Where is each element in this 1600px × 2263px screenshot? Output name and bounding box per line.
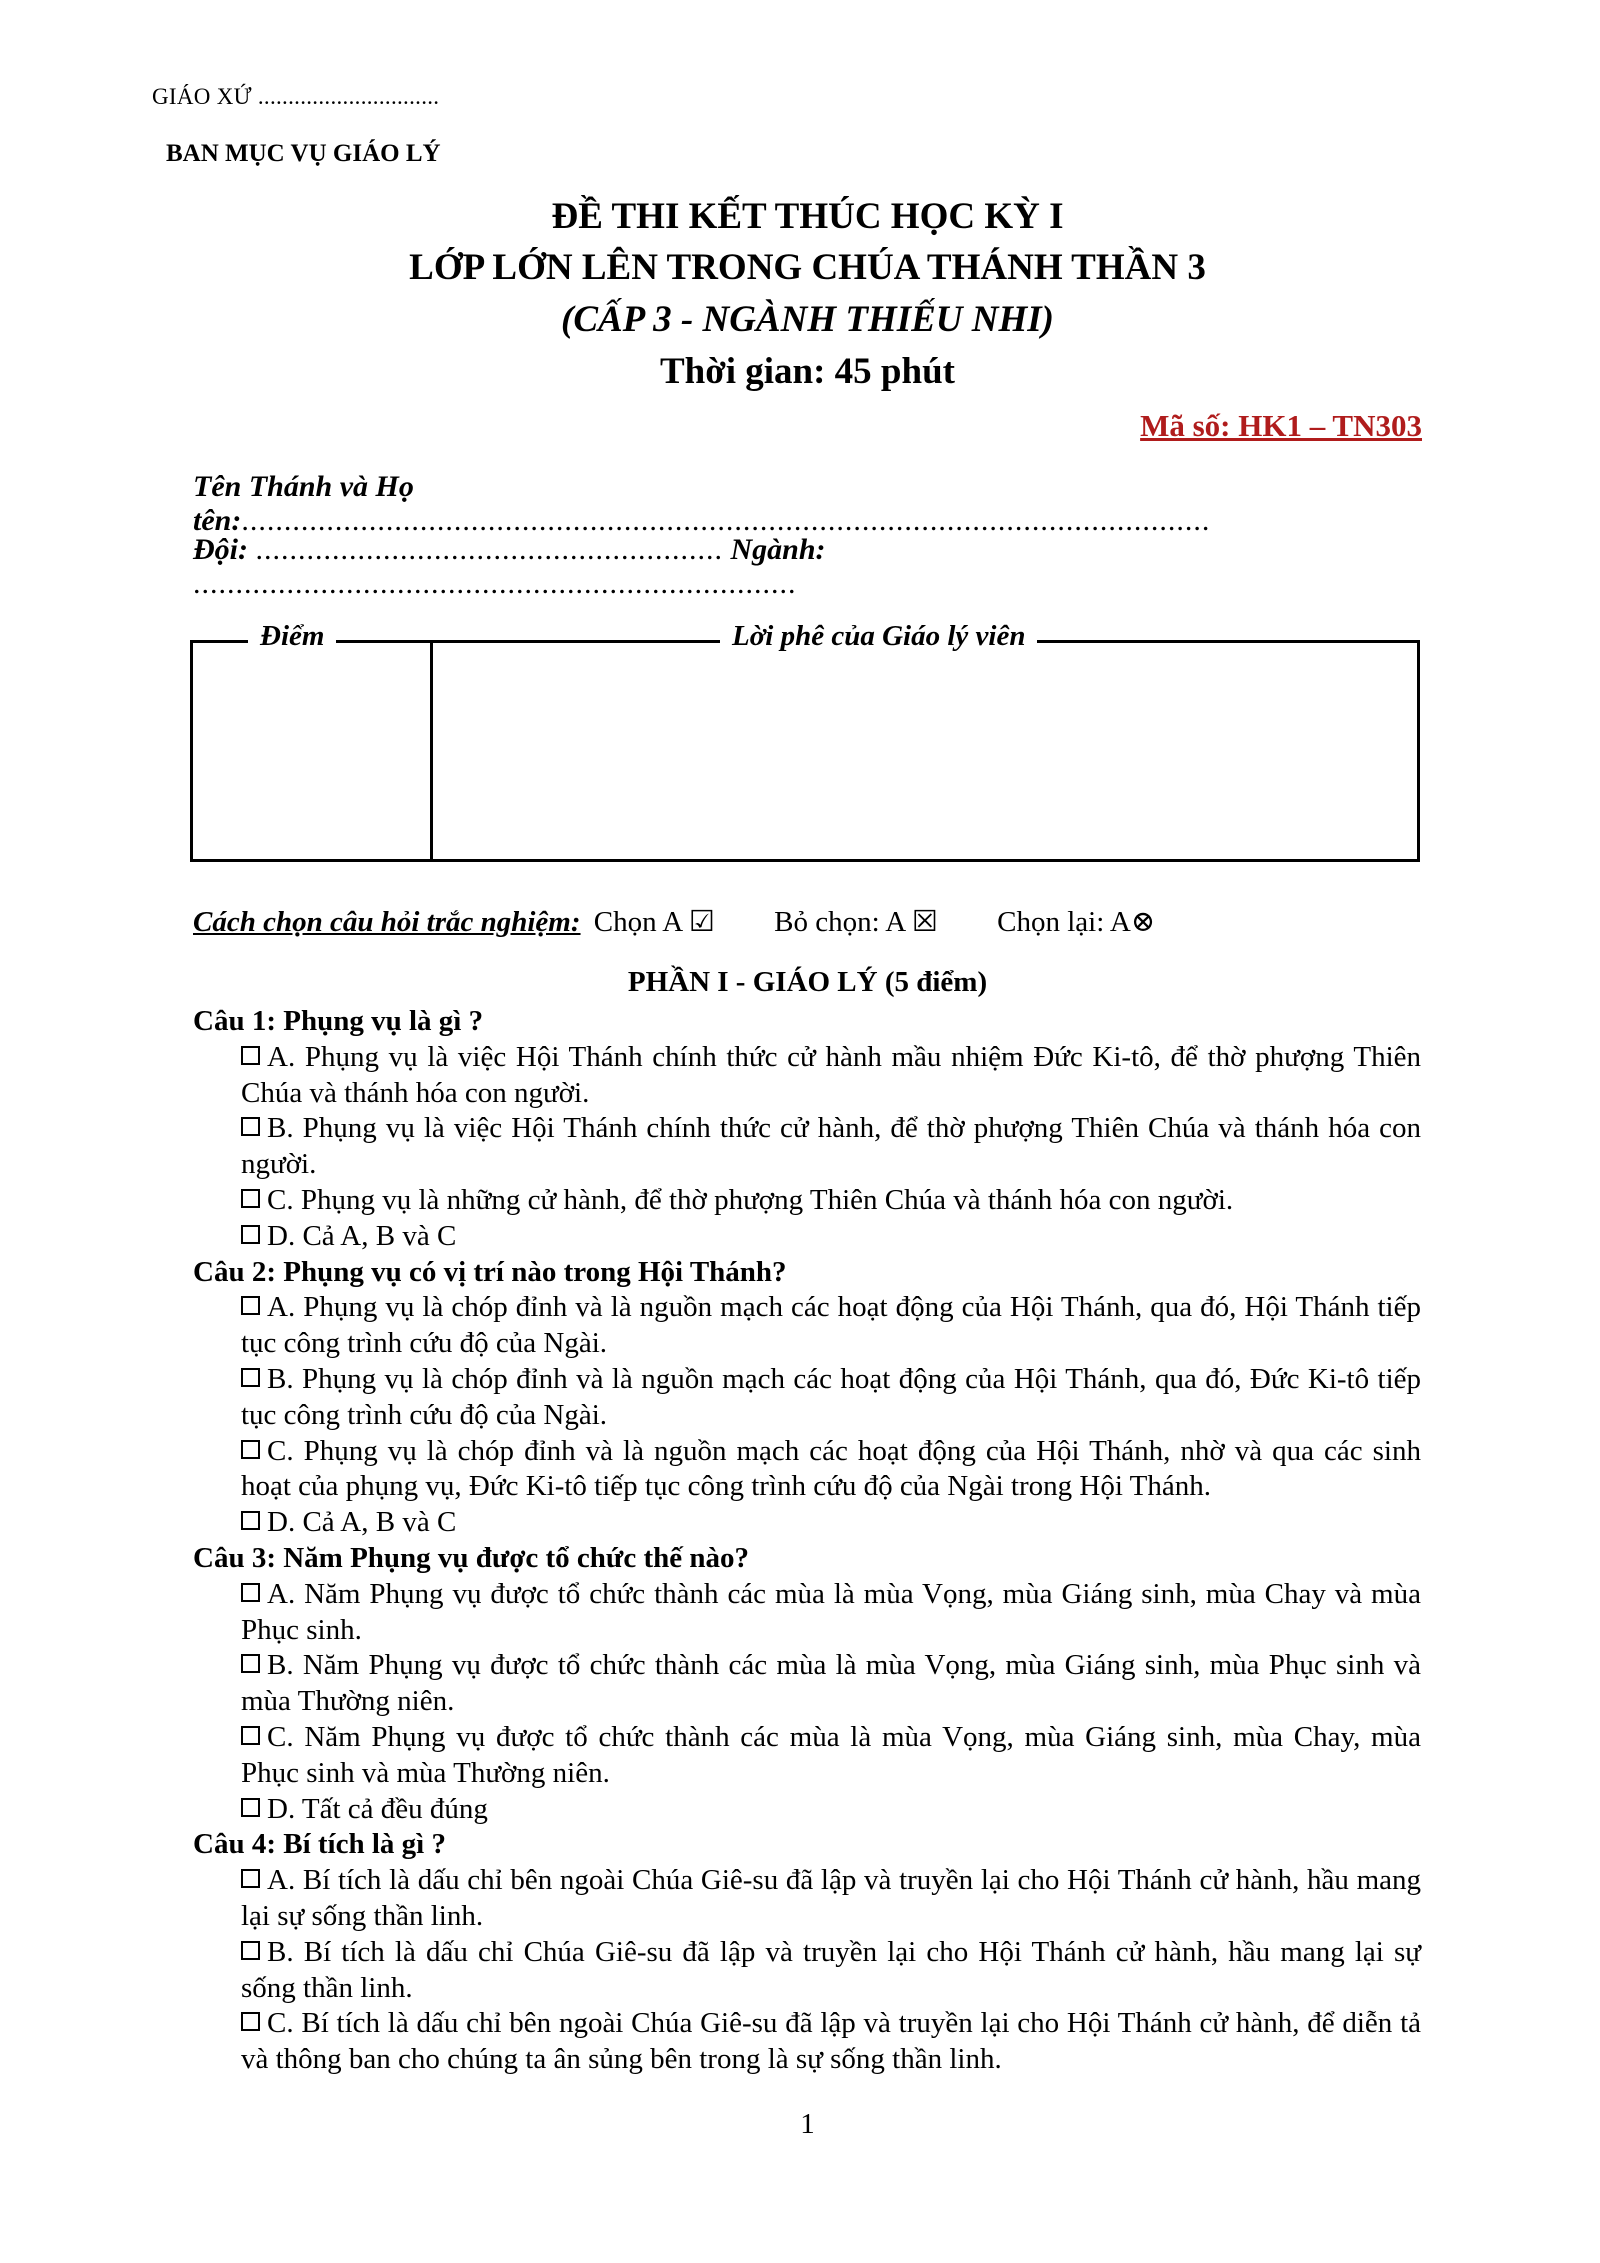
checkbox-icon[interactable] — [241, 1798, 260, 1817]
team-label: Đội: — [193, 533, 248, 566]
checkbox-icon[interactable] — [241, 1368, 260, 1387]
checkbox-icon[interactable] — [241, 1583, 260, 1602]
answer-instructions — [193, 904, 1155, 939]
option-3a[interactable]: A. Năm Phụng vụ được tổ chức thành các mùa là mùa Vọng, mùa Giáng sinh, mùa Chay và mùa Phục sinh. — [241, 1577, 1421, 1646]
checkbox-icon[interactable] — [241, 1046, 260, 1065]
checkbox-icon[interactable] — [241, 1654, 260, 1673]
grade-box — [190, 640, 1420, 862]
option-2c[interactable]: C. Phụng vụ là chóp đỉnh và là nguồn mạch các hoạt động của Hội Thánh, nhờ và qua các sinh hoạt của phụng vụ, Đức Ki-tô tiếp tục công trình cứu độ của Ngài trong Hội Thánh. — [241, 1434, 1421, 1503]
checkbox-icon[interactable] — [241, 1440, 260, 1459]
grade-box-divider — [430, 642, 433, 862]
section-title: PHẦN I - GIÁO LÝ (5 điểm) — [627, 966, 988, 998]
duration: Thời gian: 45 phút — [659, 351, 955, 392]
checkbox-icon[interactable] — [241, 1941, 260, 1960]
option-1d[interactable]: D. Cả A, B và C — [241, 1219, 1421, 1255]
name-field[interactable] — [193, 470, 1413, 538]
page-number: 1 — [800, 2108, 815, 2140]
option-2b[interactable]: B. Phụng vụ là chóp đỉnh và là nguồn mạch các hoạt động của Hội Thánh, qua đó, Đức Ki-tô tiếp tục công trình cứu độ của Ngài. — [241, 1362, 1421, 1431]
checkbox-icon[interactable] — [241, 1225, 260, 1244]
instruction-select: Chọn A ☑ — [593, 906, 715, 938]
checkbox-icon[interactable] — [241, 1511, 260, 1530]
branch-label: Ngành: — [730, 533, 826, 566]
option-1c[interactable]: C. Phụng vụ là những cử hành, để thờ phượng Thiên Chúa và thánh hóa con người. — [241, 1183, 1421, 1219]
option-1a[interactable]: A. Phụng vụ là việc Hội Thánh chính thức cử hành mầu nhiệm Đức Ki-tô, để thờ phượng Thiên Chúa và thánh hóa con người. — [241, 1040, 1421, 1109]
checkbox-icon[interactable] — [241, 1726, 260, 1745]
exam-title: ĐỀ THI KẾT THÚC HỌC KỲ I — [551, 196, 1064, 237]
class-title: LỚP LỚN LÊN TRONG CHÚA THÁNH THẦN 3 — [409, 247, 1206, 288]
question-list — [193, 1004, 1421, 2078]
question-2: Câu 2: Phụng vụ có vị trí nào trong Hội Thánh? — [193, 1255, 787, 1288]
checkbox-icon[interactable] — [241, 1189, 260, 1208]
option-4a[interactable]: A. Bí tích là dấu chỉ bên ngoài Chúa Giê-su đã lập và truyền lại cho Hội Thánh cử hành, hầu mang lại sự sống thần linh. — [241, 1864, 1421, 1932]
question-3: Câu 3: Năm Phụng vụ được tổ chức thế nào? — [193, 1541, 749, 1574]
parish-line: GIÁO XỨ .............................. — [152, 84, 440, 109]
level-title: (CẤP 3 - NGÀNH THIẾU NHI) — [561, 299, 1054, 340]
office-name: BAN MỤC VỤ GIÁO LÝ — [166, 140, 441, 167]
option-3b[interactable]: B. Năm Phụng vụ được tổ chức thành các mùa là mùa Vọng, mùa Giáng sinh, mùa Phục sinh và mùa Thường niên. — [241, 1649, 1421, 1718]
question-1: Câu 1: Phụng vụ là gì ? — [193, 1005, 484, 1037]
name-dots: .................................................................................................................. — [241, 504, 1211, 537]
exam-code: Mã số: HK1 – TN303 — [1140, 408, 1422, 443]
instructions-label: Cách chọn câu hỏi trắc nghiệm: — [193, 906, 581, 938]
branch-dots: ....................................................................... — [193, 567, 797, 600]
instruction-unselect: Bỏ chọn: A ☒ — [774, 906, 938, 938]
checkbox-icon[interactable] — [241, 1869, 260, 1888]
option-4b[interactable]: B. Bí tích là dấu chỉ Chúa Giê-su đã lập và truyền lại cho Hội Thánh cử hành, hầu mang lại sự sống thần linh. — [241, 1935, 1421, 2004]
team-branch-field[interactable] — [193, 533, 1413, 601]
question-4: Câu 4: Bí tích là gì ? — [193, 1828, 446, 1861]
option-3c[interactable]: C. Năm Phụng vụ được tổ chức thành các mùa là mùa Vọng, mùa Giáng sinh, mùa Chay, mùa Phục sinh và mùa Thường niên. — [241, 1720, 1421, 1789]
checkbox-icon[interactable] — [241, 1296, 260, 1315]
option-3d[interactable]: D. Tất cả đều đúng — [241, 1792, 1421, 1828]
comment-label: Lời phê của Giáo lý viên — [720, 620, 1037, 653]
name-label: Tên Thánh và Họ tên: — [193, 470, 414, 537]
option-4c[interactable]: C. Bí tích là dấu chỉ bên ngoài Chúa Giê-su đã lập và truyền lại cho Hội Thánh cử hành, để diễn tả và thông ban cho chúng ta ân sủng bên trong là sự sống thần linh. — [241, 2007, 1421, 2076]
option-2a[interactable]: A. Phụng vụ là chóp đỉnh và là nguồn mạch các hoạt động của Hội Thánh, qua đó, Hội Thánh tiếp tục công trình cứu độ của Ngài. — [241, 1291, 1421, 1360]
option-2d[interactable]: D. Cả A, B và C — [241, 1505, 1421, 1541]
checkbox-icon[interactable] — [241, 1117, 260, 1136]
team-dots: ....................................................... — [255, 533, 723, 566]
instruction-reselect: Chọn lại: A⊗ — [997, 906, 1156, 938]
checkbox-icon[interactable] — [241, 2012, 260, 2031]
option-1b[interactable]: B. Phụng vụ là việc Hội Thánh chính thức cử hành, để thờ phượng Thiên Chúa và thánh hóa con người. — [241, 1112, 1421, 1181]
score-label: Điểm — [248, 620, 336, 653]
